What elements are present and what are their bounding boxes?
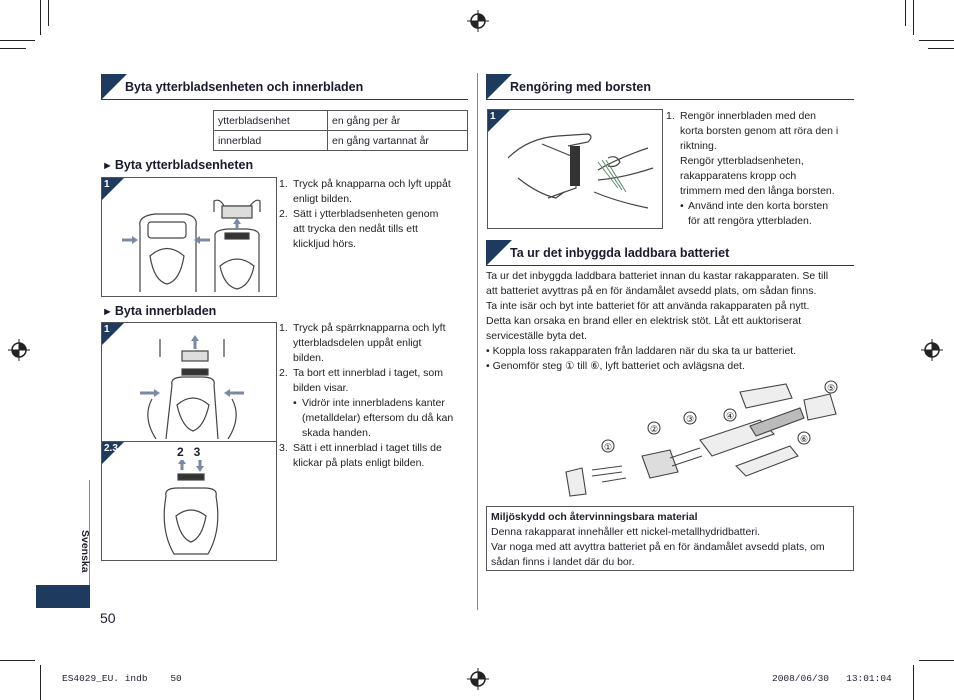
step-number: 1. xyxy=(666,110,675,122)
section-header-battery xyxy=(486,240,854,266)
crop-mark xyxy=(913,665,914,700)
bullet: • xyxy=(486,360,493,372)
step-line: bilden visar. xyxy=(293,382,349,394)
table-cell: en gång per år xyxy=(328,111,468,131)
play-arrow-icon: ► xyxy=(102,306,113,318)
figure-number: 2.3 xyxy=(104,443,118,454)
subheading-label: Byta ytterbladsenheten xyxy=(114,158,254,172)
footer-time: 13:01:04 xyxy=(846,673,892,684)
crop-mark xyxy=(905,0,906,26)
step-line: Rengör ytterbladsenheten, xyxy=(680,155,804,167)
brush-cleaning-illustration xyxy=(498,118,658,222)
section-underline xyxy=(101,99,468,100)
play-arrow-icon: ► xyxy=(102,160,113,172)
language-tab-block xyxy=(36,585,90,608)
brush-step-1 xyxy=(666,109,856,199)
callout-4: ④ xyxy=(725,411,735,421)
step-line: Tryck på knapparna och lyft uppåt xyxy=(293,178,451,190)
callout-2: ② xyxy=(649,424,659,434)
step-line: Ta bort ett innerblad i taget, som xyxy=(293,367,443,379)
figure-number: 1 xyxy=(104,179,110,190)
paragraph-line: att batteriet avyttras på en för ändamålet avsedd plats, om sådan finns. xyxy=(486,285,817,297)
crop-mark xyxy=(40,665,41,700)
figure-inner-blade-1 xyxy=(101,322,277,442)
footer-page: 50 xyxy=(170,673,182,684)
callout-5: ⑤ xyxy=(826,383,836,393)
crop-mark xyxy=(48,0,49,26)
section-underline xyxy=(486,99,854,100)
crop-mark xyxy=(913,0,914,35)
note-title: Miljöskydd och återvinningsbara material xyxy=(491,511,698,523)
figure-number: 1 xyxy=(104,324,110,335)
step-line: (metalldelar) eftersom du då kan xyxy=(302,412,454,424)
step-text xyxy=(680,109,838,199)
outer-step-1 xyxy=(279,177,469,207)
inner-blade-insert-illustration xyxy=(152,460,232,558)
bullet: • xyxy=(680,200,684,212)
paragraph-line: Ta inte isär och byt inte batteriet för att använda rakapparaten på nytt. xyxy=(486,300,810,312)
step-text xyxy=(293,441,442,471)
battery-paragraph xyxy=(486,269,856,374)
step-number: 2. xyxy=(279,367,288,379)
paragraph-line: serviceställe byta det. xyxy=(486,330,587,342)
step-line: klickljud hörs. xyxy=(293,238,357,250)
registration-mark-icon xyxy=(921,339,943,361)
bullet: • xyxy=(486,345,493,357)
replacement-frequency-table xyxy=(213,110,468,151)
figure-inner-blade-2-3 xyxy=(101,441,277,561)
section-corner-marker xyxy=(486,240,512,266)
table-row xyxy=(214,131,468,151)
table-cell: ytterbladsenhet xyxy=(214,111,328,131)
subheading-label: Byta innerbladen xyxy=(114,304,217,318)
callout-3: ③ xyxy=(685,414,695,424)
footer-date: 2008/06/30 xyxy=(772,673,830,684)
callout-6: ⑥ xyxy=(799,434,809,444)
crop-mark xyxy=(919,660,954,661)
step-line: ytterbladsdelen uppåt enligt xyxy=(293,337,422,349)
step-line: riktning. xyxy=(680,140,717,152)
bullet-item xyxy=(486,359,856,374)
inner-warning-bullet xyxy=(293,396,469,441)
registration-mark-icon xyxy=(467,668,489,690)
inner-step-3 xyxy=(279,441,469,471)
section-corner-marker xyxy=(486,74,512,100)
step-number: 1. xyxy=(279,178,288,190)
step-text xyxy=(293,366,443,396)
table-cell: innerblad xyxy=(214,131,328,151)
brush-note-bullet xyxy=(680,199,856,229)
bullet-text: Genomför steg ① till ⑥, lyft batteriet och avlägsna det. xyxy=(492,360,745,372)
inner-step-2 xyxy=(279,366,469,396)
section-header-brush xyxy=(486,74,854,100)
subheading-inner-blades xyxy=(102,304,216,318)
step-line: enligt bilden. xyxy=(293,193,352,205)
step-line: Vidrör inte innerbladens kanter xyxy=(302,397,445,409)
step-line: Sätt i ytterbladsenheten genom xyxy=(293,208,439,220)
step-line: rakapparatens kropp och xyxy=(680,170,797,182)
environment-note xyxy=(486,506,854,571)
figure-step-numbers: 2 3 xyxy=(177,445,201,459)
step-number: 3. xyxy=(279,442,288,454)
step-line: trimmern med den långa borsten. xyxy=(680,185,835,197)
step-text xyxy=(293,177,451,207)
callout-1: ① xyxy=(603,442,613,452)
step-line: Tryck på spärrknapparna och lyft xyxy=(293,322,446,334)
step-line: Använd inte den korta borsten xyxy=(688,200,829,212)
figure-number: 1 xyxy=(490,111,496,122)
figure-brush-cleaning xyxy=(487,109,663,229)
step-text xyxy=(293,321,446,366)
bullet-item xyxy=(486,344,856,359)
step-text xyxy=(293,207,438,252)
table-row xyxy=(214,111,468,131)
section-underline xyxy=(486,265,854,266)
registration-mark-icon xyxy=(467,10,489,32)
step-text xyxy=(688,199,828,229)
step-number: 2. xyxy=(279,208,288,220)
note-line: Denna rakapparat innehåller ett nickel-metallhydridbatteri. xyxy=(491,526,761,538)
crop-mark xyxy=(919,40,954,41)
section-header-replace-blades xyxy=(101,74,468,100)
figure-outer-foil xyxy=(101,177,277,297)
crop-mark xyxy=(0,48,26,49)
section-title: Byta ytterbladsenheten och innerbladen xyxy=(125,80,364,94)
step-line: korta borsten genom att röra den i xyxy=(680,125,839,137)
step-line: Rengör innerbladen med den xyxy=(680,110,817,122)
outer-step-2 xyxy=(279,207,469,252)
footer-filename: ES4029_EU. indb xyxy=(62,673,148,684)
page-number: 50 xyxy=(100,610,116,626)
bullet-text: Koppla loss rakapparaten från laddaren när du ska ta ur batteriet. xyxy=(492,345,797,357)
crop-mark xyxy=(0,40,35,41)
step-line: skada handen. xyxy=(302,427,371,439)
subheading-outer-foil xyxy=(102,158,253,172)
step-number: 1. xyxy=(279,322,288,334)
step-line: att trycka den nedåt tills ett xyxy=(293,223,418,235)
note-line: Var noga med att avyttra batteriet på en för ändamålet avsedd plats, om xyxy=(491,541,825,553)
crop-mark xyxy=(928,48,954,49)
section-title: Rengöring med borsten xyxy=(510,80,651,94)
table-cell: en gång vartannat år xyxy=(328,131,468,151)
inner-step-1 xyxy=(279,321,469,366)
note-line: sådan finns i landet där du bor. xyxy=(491,556,635,568)
crop-mark xyxy=(0,660,35,661)
section-title: Ta ur det inbyggda laddbara batteriet xyxy=(510,246,730,260)
section-corner-marker xyxy=(101,74,127,100)
step-line: klickar på plats enligt bilden. xyxy=(293,457,425,469)
step-line: bilden. xyxy=(293,352,324,364)
step-text xyxy=(302,396,453,441)
step-line: för att rengöra ytterbladen. xyxy=(688,215,812,227)
footer-timestamp xyxy=(772,673,892,684)
bullet: • xyxy=(293,397,297,409)
inner-blade-removal-illustration xyxy=(132,327,252,439)
paragraph-line: Ta ur det inbyggda laddbara batteriet innan du kastar rakapparaten. Se till xyxy=(486,270,829,282)
step-line: Sätt i ett innerblad i taget tills de xyxy=(293,442,442,454)
paragraph-line: Detta kan orsaka en brand eller en elektrisk stöt. Låt ett auktoriserat xyxy=(486,315,802,327)
crop-mark xyxy=(40,0,41,35)
shaver-head-removal-illustration xyxy=(110,196,270,292)
language-tab-label: Svenska xyxy=(79,530,91,573)
registration-mark-icon xyxy=(8,339,30,361)
footer-file xyxy=(62,673,182,684)
column-divider xyxy=(477,73,478,610)
battery-removal-diagram xyxy=(560,378,850,500)
